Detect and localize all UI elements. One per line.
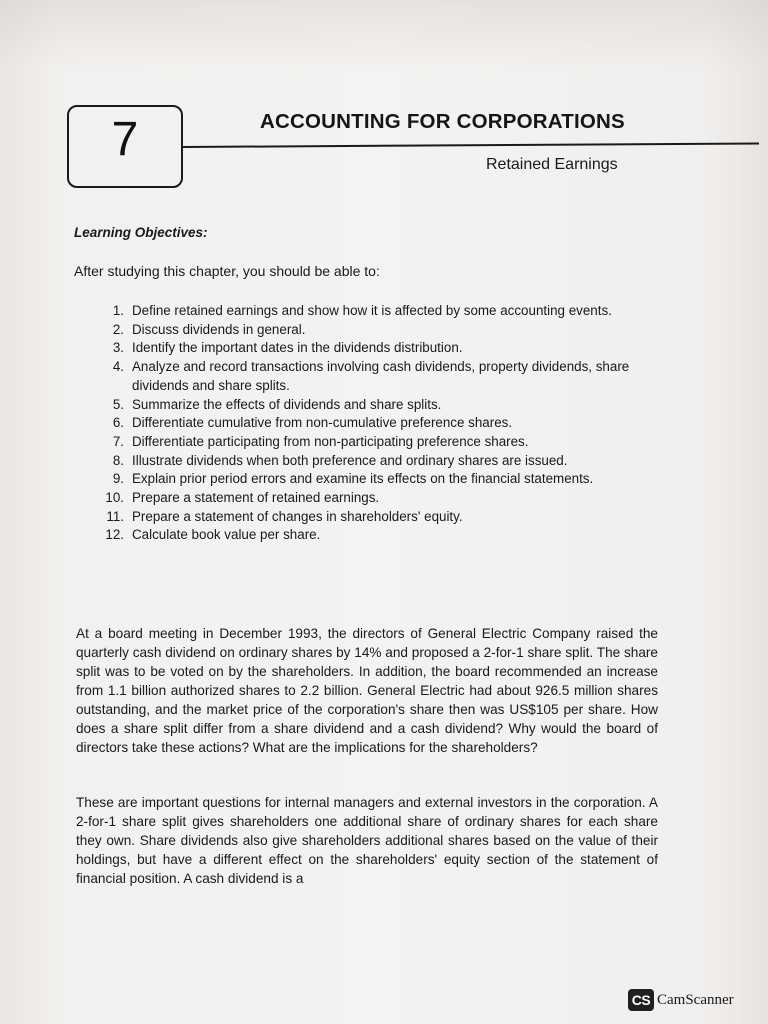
objective-number: 10.	[105, 490, 124, 506]
second-paragraph: These are important questions for internal managers and external investors in the corporation. A 2-for-1 share split gives shareholders one additional share of ordinary shares for each share they own. Share dividends also give shareholders additional shares based on the value of their holdings, but have a different effect on the shareholders' equity section of the statement of financial position. A cash dividend is a	[76, 795, 658, 886]
intro-paragraph: At a board meeting in December 1993, the directors of General Electric Company raised the quarterly cash dividend on ordinary shares by 14% and proposed a 2-for-1 share split. The share split was to be voted on by the shareholders. In addition, the board recommended an increase from 1.1 billion authorized shares to 2.2 billion. General Electric had about 926.5 million shares outstanding, and the market price of the corporation's share then was US$105 per share. How does a share split differ from a share dividend and a cash dividend? Why would the board of directors take these actions? What are the implications for the shareholders?	[76, 626, 658, 755]
objective-number: 11.	[106, 508, 124, 524]
header-rule	[183, 142, 759, 148]
camscanner-icon: CS	[628, 989, 654, 1011]
objective-number: 12.	[105, 527, 124, 543]
objective-text: Differentiate cumulative from non-cumulative preference shares.	[132, 415, 513, 431]
objective-item	[96, 489, 636, 508]
chapter-subtitle: Retained Earnings	[486, 156, 618, 173]
chapter-number: 7	[111, 113, 139, 166]
objective-text: Define retained earnings and show how it is affected by some accounting events.	[132, 303, 612, 318]
objective-item	[96, 526, 636, 545]
objective-text: Prepare a statement of changes in shareholders' equity.	[132, 508, 463, 524]
objective-text: Explain prior period errors and examine its effects on the financial statements.	[132, 471, 594, 487]
learning-objectives-intro: After studying this chapter, you should be able to:	[74, 263, 380, 279]
objective-number: 1.	[112, 303, 124, 318]
objective-number: 6.	[112, 415, 124, 431]
objective-text: Summarize the effects of dividends and share splits.	[132, 396, 442, 412]
objective-number: 9.	[112, 471, 124, 487]
objective-item	[96, 358, 636, 395]
objective-text: Discuss dividends in general.	[132, 321, 306, 337]
objective-number: 2.	[112, 321, 124, 337]
objective-item	[96, 396, 636, 415]
objective-number: 3.	[112, 340, 124, 356]
objective-text: Calculate book value per share.	[132, 527, 321, 543]
objective-number: 4.	[112, 359, 124, 375]
chapter-title: ACCOUNTING FOR CORPORATIONS	[260, 110, 625, 133]
objective-item	[96, 470, 636, 489]
objective-text: Analyze and record transactions involving cash dividends, property dividends, share dividends and share splits.	[132, 359, 630, 393]
objective-item	[96, 321, 636, 340]
objective-number: 7.	[112, 433, 124, 449]
objective-item	[96, 302, 636, 321]
objective-text: Prepare a statement of retained earnings.	[132, 490, 380, 506]
objective-text: Differentiate participating from non-participating preference shares.	[132, 433, 529, 449]
objective-item	[96, 452, 636, 471]
objective-text: Identify the important dates in the dividends distribution.	[132, 340, 463, 356]
objective-item	[96, 433, 636, 452]
objective-item	[96, 508, 636, 527]
objective-item	[96, 414, 636, 433]
camscanner-watermark	[628, 989, 734, 1011]
objective-number: 8.	[112, 452, 124, 468]
objective-text: Illustrate dividends when both preference and ordinary shares are issued.	[132, 452, 568, 468]
page-top-shadow	[0, 0, 768, 70]
camscanner-label: CamScanner	[657, 991, 734, 1008]
objective-item	[96, 339, 636, 358]
objective-number: 5.	[112, 396, 124, 412]
learning-objectives-list	[96, 302, 636, 545]
learning-objectives-heading: Learning Objectives:	[74, 225, 208, 240]
